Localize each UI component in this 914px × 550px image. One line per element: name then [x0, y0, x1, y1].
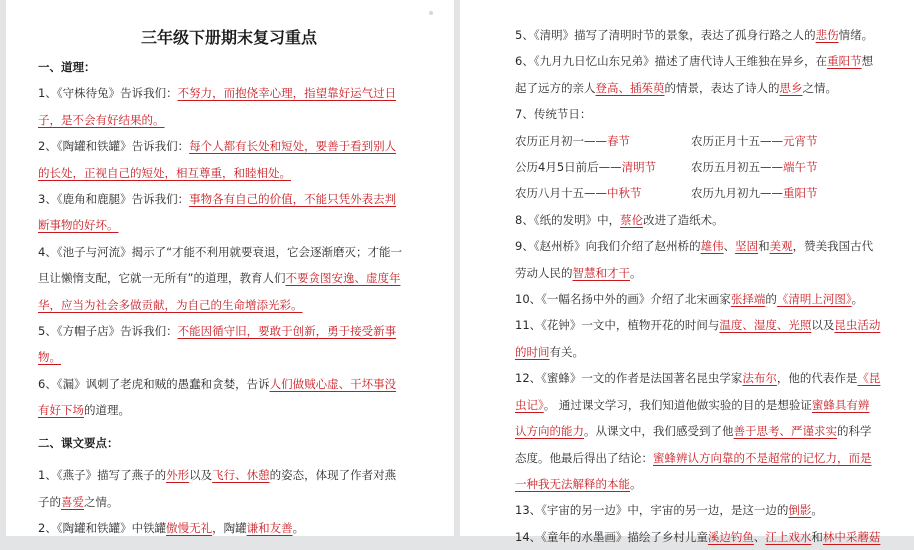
answer-text: 登高、插茱萸 [595, 80, 665, 95]
text-line [38, 107, 420, 133]
answer-text: 倒影 [788, 503, 812, 518]
answer-text: 蜜蜂辨认方向靠的不是超常的记忆力，而是 [653, 450, 872, 465]
text-line: 4、《池子与河流》揭示了“才能不利用就要衰退，它会逐渐磨灭；才能一 [38, 244, 403, 259]
text-line [38, 344, 420, 370]
answer-text: 物。 [38, 350, 61, 365]
answer-text: 悲伤 [815, 28, 839, 42]
answer-text: 一种我无法解释的本能 [515, 476, 630, 491]
answer-text: 《清明上河图》 [776, 292, 852, 307]
text-line: 13、《宇宙的另一边》中，宇宙的另一边，是这一边的倒影。 [515, 503, 823, 518]
answer-text: 善于思考、严谨求实 [733, 424, 837, 439]
text-line: 5、《方帽子店》告诉我们：不能因循守旧，要敢于创新，勇于接受新事 [38, 324, 397, 339]
festival-name: 端午节 [783, 160, 818, 175]
text-line: 6、《九月九日忆山东兄弟》描述了唐代诗人王维独在异乡，在重阳节想 [515, 54, 874, 69]
text-line: 8、《纸的发明》中，蔡伦改进了造纸术。 [515, 212, 724, 227]
page-corner-dot [429, 11, 433, 15]
answer-text: 谦和友善 [246, 520, 293, 535]
text-line: 11、《花钟》一文中，植物开花的时间与温度、湿度、光照以及昆虫活动 [515, 318, 881, 333]
festival-row: 农历八月十五——中秋节 农历九月初九——重阳节 [515, 186, 818, 201]
answer-text: 有好下场 [38, 403, 84, 418]
text-line: 14、《童年的水墨画》描绘了乡村儿童溪边钓鱼、江上戏水和林中采蘑菇 [515, 529, 881, 544]
answer-text: 智慧和才干 [572, 265, 630, 280]
festival-name: 中秋节 [607, 186, 642, 201]
text-line: 起了远方的亲人登高、插茱萸的情景，表达了诗人的思乡之情。 [515, 80, 837, 95]
text-line: 一种我无法解释的本能。 [515, 476, 642, 491]
answer-text: 《昆 [857, 371, 881, 386]
answer-text: 认方向的能力 [515, 424, 584, 439]
festival-row: 公历4月5日前后——清明节 农历五月初五——端午节 [515, 160, 818, 175]
text-line: 6、《漏》讽刺了老虎和贼的愚蠢和贪婪，告诉人们做贼心虚、干坏事没 [38, 376, 397, 391]
answer-text: 子，是不会有好结果的。 [38, 112, 165, 127]
page-title: 三年级下册期末复习重点 [140, 28, 317, 47]
answer-text: 人们做贼心虚、干坏事没 [269, 376, 397, 391]
answer-text: 溪边钓鱼 [707, 529, 754, 544]
answer-text: 温度、湿度、光照 [719, 318, 812, 333]
answer-text: 思乡 [779, 80, 803, 95]
text-line: 子的喜爱之情。 [38, 494, 119, 509]
answer-text: 虫记》 [515, 397, 544, 412]
text-line: 的时间有关。 [515, 344, 584, 359]
text-line: 5、《清明》描写了清明时节的景象，表达了孤身行路之人的悲伤情绪。 [515, 28, 874, 42]
answer-text: 不努力，而抱侥幸心理，指望靠好运气过日 [177, 86, 397, 101]
festival-name: 清明节 [621, 160, 657, 175]
answer-text: 傲慢无礼 [166, 520, 213, 535]
answer-text: 每个人都有长处和短处，要善于看到别人 [189, 139, 397, 154]
text-line: 7、传统节日： [515, 107, 592, 122]
text-line [38, 160, 420, 186]
answer-text: 断事物的好坏。 [38, 218, 119, 233]
text-line: 态度。他最后得出了结论：蜜蜂辨认方向靠的不是超常的记忆力，而是 [515, 450, 872, 465]
answer-text: 的时间 [515, 344, 550, 359]
answer-text: 的长处，正视自己的短处，相互尊重，和睦相处。 [38, 165, 291, 180]
answer-text: 蜜蜂具有辨 [811, 397, 870, 412]
text-line: 旦让懒惰支配，它就一无所有”的道理，教育人们不要贪图安逸、虚度年 [38, 271, 401, 286]
answer-text: 昆虫活动 [834, 318, 881, 333]
text-line: 2、《陶罐和铁罐》中铁罐傲慢无礼，陶罐谦和友善。 [38, 520, 305, 535]
answer-text: 江上戏水 [765, 529, 812, 544]
festival-name: 春节 [607, 133, 630, 148]
text-line: 9、《赵州桥》向我们介绍了赵州桥的雄伟、坚固和美观，赞美我国古代 [515, 239, 874, 254]
answer-text: 雄伟 [700, 239, 724, 254]
text-line: 虫记》。 通过课文学习，我们知道他做实验的目的是想验证蜜蜂具有辨 [515, 397, 870, 412]
answer-text: 飞行、休憩 [212, 468, 270, 483]
festival-name: 重阳节 [783, 186, 818, 201]
answer-text: 事物各有自己的价值，不能只凭外表去判 [189, 192, 397, 207]
text-line: 3、《鹿角和鹿腿》告诉我们：事物各有自己的价值，不能只凭外表去判 [38, 192, 397, 207]
answer-text: 美观 [769, 239, 793, 254]
text-line [38, 292, 420, 318]
answer-text: 张择端 [730, 292, 766, 307]
answer-text: 林中采蘑菇 [822, 529, 881, 544]
answer-text: 不能因循守旧，要敢于创新，勇于接受新事 [177, 324, 397, 339]
text-line: 认方向的能力。从课文中，我们感受到了他善于思考、严谨求实的科学 [515, 424, 872, 439]
answer-text: 重阳节 [827, 54, 862, 69]
text-line: 有好下场的道理。 [38, 403, 130, 418]
section-heading-principles: 一、道理： [38, 60, 96, 74]
answer-text: 华，应当为社会多做贡献，为自己的生命增添光彩。 [38, 297, 303, 312]
festival-row: 农历正月初一——春节 农历正月十五——元宵节 [515, 133, 818, 148]
document-page-right [460, 0, 914, 544]
text-line [38, 212, 420, 238]
text-line: 2、《陶罐和铁罐》告诉我们：每个人都有长处和短处，要善于看到别人 [38, 139, 397, 154]
answer-text: 法布尔 [742, 371, 777, 386]
section-heading-key-points: 二、课文要点： [38, 435, 119, 450]
answer-text: 外形 [166, 468, 190, 483]
text-line: 12、《蜜蜂》一文的作者是法国著名昆虫学家法布尔，他的代表作是《昆 [515, 371, 881, 386]
text-line: 1、《燕子》描写了燕子的外形以及飞行、休憩的姿态，体现了作者对燕 [38, 468, 397, 483]
text-line: 1、《守株待兔》告诉我们：不努力，而抱侥幸心理，指望靠好运气过日 [38, 86, 397, 101]
document-page-left [6, 0, 454, 536]
answer-text: 蔡伦 [620, 212, 644, 227]
text-line: 10、《一幅名扬中外的画》介绍了北宋画家张择端的《清明上河图》。 [515, 292, 864, 307]
answer-text: 不要贪图安逸、虚度年 [285, 271, 401, 286]
answer-text: 喜爱 [61, 494, 84, 509]
answer-text: 坚固 [735, 239, 759, 254]
text-line: 劳动人民的智慧和才干。 [515, 265, 642, 280]
festival-name: 元宵节 [783, 133, 818, 148]
